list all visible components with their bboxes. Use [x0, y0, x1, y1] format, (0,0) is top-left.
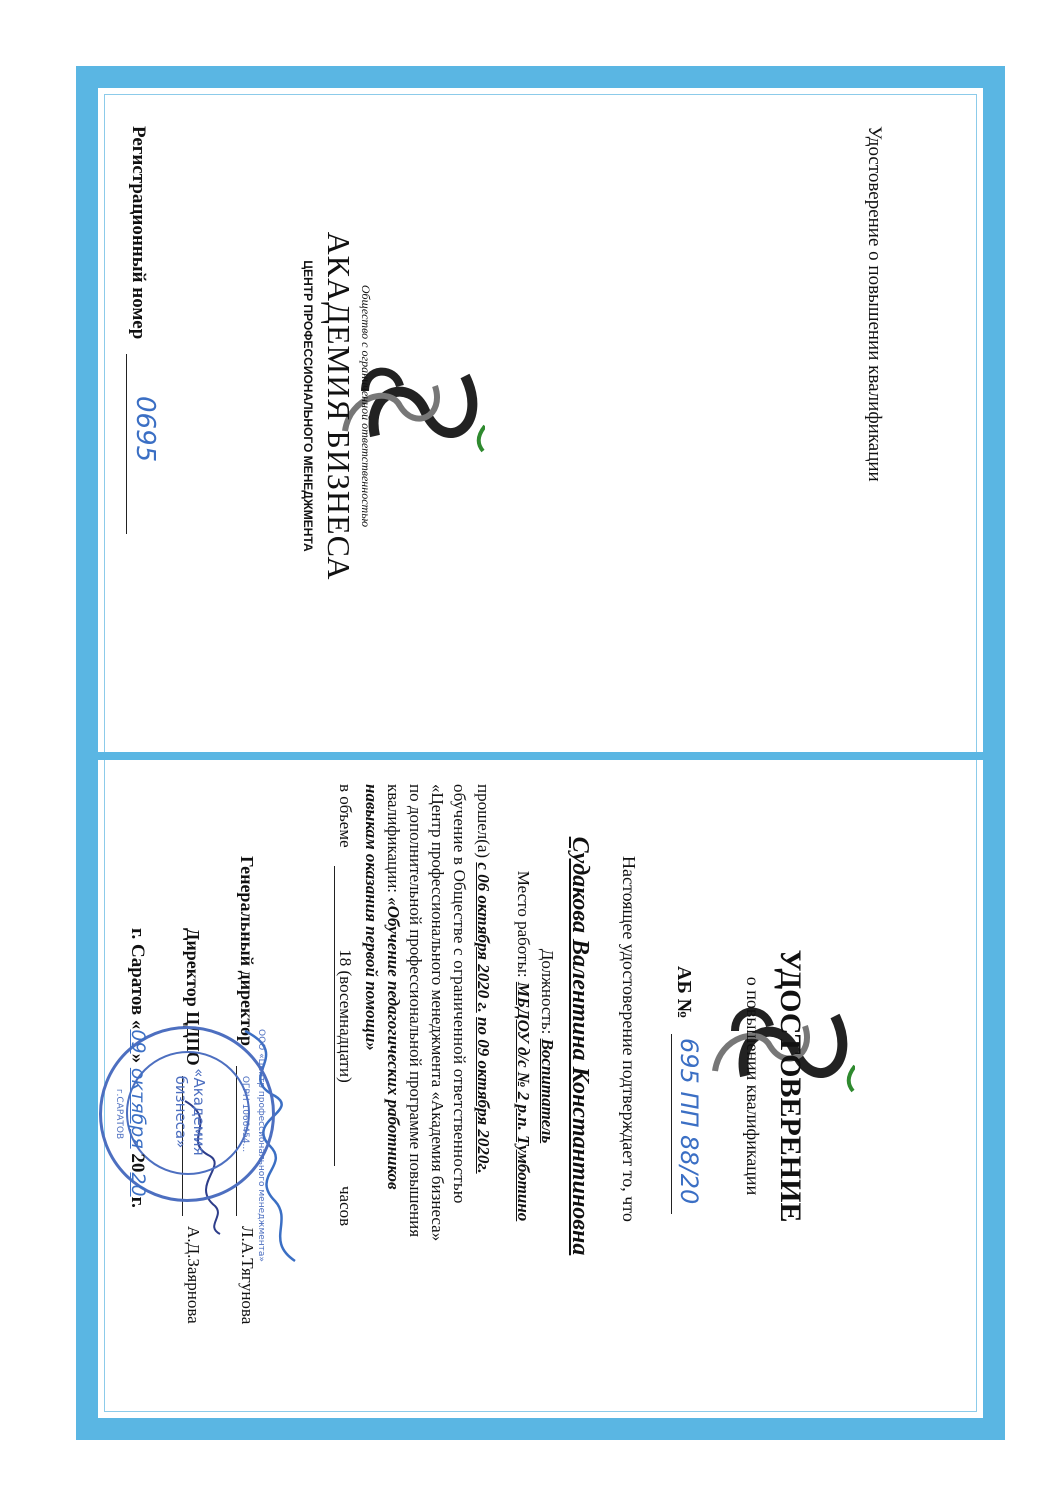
reg-number-label: Регистрационный номер: [128, 126, 149, 340]
position-line: [537, 776, 557, 1316]
volume-label: в объеме: [336, 784, 355, 848]
person-name: Судакова Валентина Константиновна: [567, 836, 593, 1256]
date-year-hand: 20: [127, 1172, 149, 1197]
date-month: октября: [127, 1067, 149, 1149]
stamp-center-text: «Академия бизнеса»: [172, 1068, 208, 1156]
stamp-ogrn: ОГРН 1066454...: [240, 1075, 250, 1153]
position-label: Должность:: [538, 948, 557, 1035]
date-year-suffix: г.: [127, 1196, 148, 1208]
date-close-quote: »: [127, 1053, 148, 1064]
program-name-2: навыкам оказания первой помощи»: [362, 784, 381, 1051]
body-line-2: обучение в Обществе с ограниченной ответственностью: [450, 784, 469, 1204]
workplace-label: Место работы:: [514, 870, 533, 978]
date-from: с 06 октября 2020 г.: [474, 862, 493, 1013]
date-year-prefix: 20: [127, 1153, 148, 1173]
certificate-subtitle: о повышении квалификации: [743, 976, 763, 1196]
volume-value: 18 (восемнадцати): [336, 949, 355, 1083]
date-open-quote: «: [127, 1019, 148, 1030]
passed-line: [473, 784, 493, 1174]
certificate-title: УДОСТОВЕРЕНИЕ: [774, 949, 807, 1223]
body-line-5: [383, 784, 403, 1190]
certificate-frame: [76, 66, 1005, 1440]
org-name: АКАДЕМИЯ БИЗНЕСА: [321, 231, 357, 581]
reg-number-line: [126, 354, 127, 534]
confirm-text: Настоящее удостоверение подтверждает то, что: [619, 856, 639, 1222]
date-line: [126, 928, 149, 1208]
body-line-3: «Центр профессионального менеджмента «Академия бизнеса»: [428, 784, 447, 1242]
left-header: Удостоверение о повышении квалификации: [864, 126, 885, 482]
reg-number-value: 0695: [130, 396, 160, 463]
program-name-1: «Обучение педагогических работников: [384, 897, 403, 1190]
org-subtitle: ЦЕНТР ПРОФЕССИОНАЛЬНОГО МЕНЕДЖМЕНТА: [301, 260, 315, 552]
director-name: А.Д.Заярнова: [184, 1226, 203, 1324]
director-label: Директор ЦДПО: [183, 928, 203, 1066]
date-day: 09: [127, 1029, 149, 1054]
program-label: квалификации:: [384, 784, 403, 894]
passed-prefix: прошел(а): [474, 784, 493, 859]
gen-director-name: Л.А.Тягунова: [238, 1226, 257, 1325]
stamp-ring-text: ООО «Центр профессионального менеджмента»: [256, 1029, 266, 1262]
city: г. Саратов: [127, 928, 148, 1016]
number-line: [671, 1034, 672, 1214]
workplace-line: [513, 776, 533, 1316]
stamp-city: г.САРАТОВ: [114, 1088, 124, 1140]
date-to: по 09 октября 2020г.: [474, 1017, 493, 1174]
body-line-4: по дополнительной профессиональной программе повышения: [406, 784, 425, 1238]
number-label: АБ №: [673, 966, 695, 1019]
gen-director-label: Генеральный директор: [237, 856, 257, 1046]
position-value: Воспитатель: [538, 1038, 557, 1144]
fold-divider: [98, 752, 983, 760]
workplace-value: МБДОУ д/с № 2 р.п. Тумботино: [514, 981, 533, 1222]
number-value: 695 ПП 88/20: [675, 1038, 703, 1205]
certificate-rotated: [76, 66, 1005, 1440]
org-legal-form: Общество с ограниченной ответственностью: [359, 284, 373, 528]
hours-label: часов: [336, 1186, 355, 1227]
